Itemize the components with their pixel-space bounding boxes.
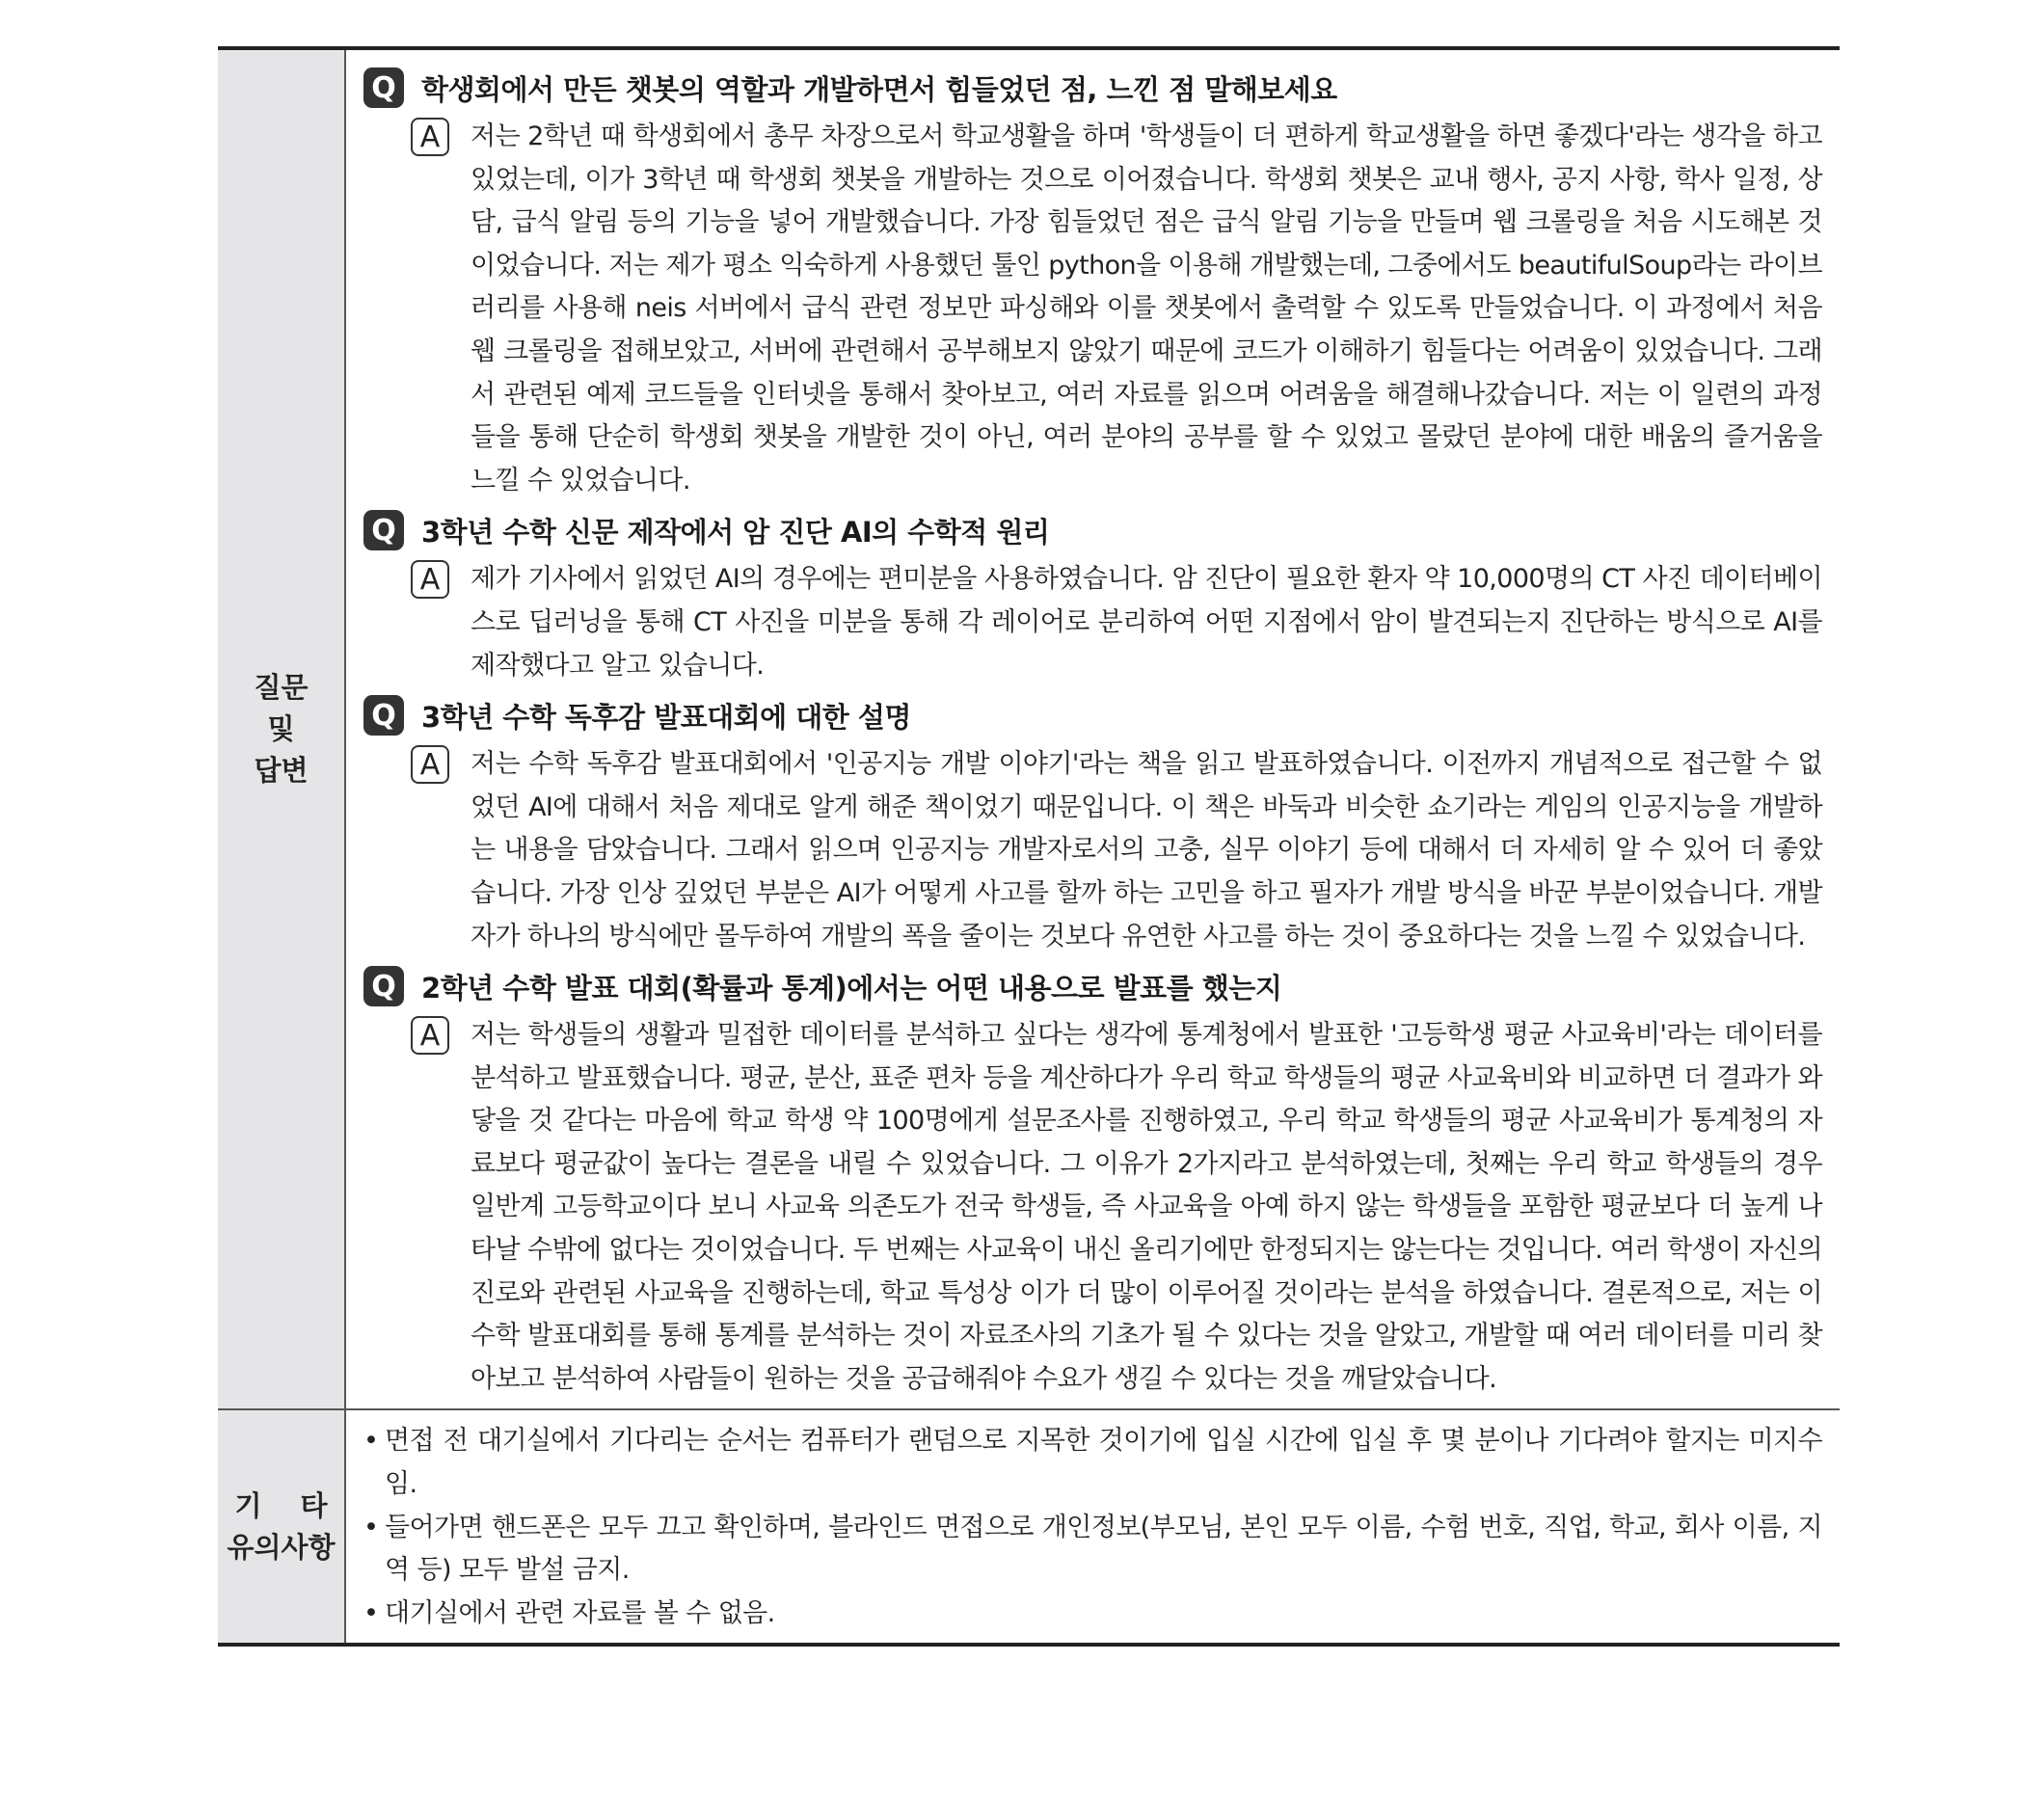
qa-label-line: 및: [267, 712, 295, 746]
qa-item: [363, 60, 1822, 502]
notes-label-line: 기타: [234, 1488, 366, 1522]
question-badge-icon: Q: [363, 966, 404, 1006]
qa-section-content: [346, 50, 1840, 1408]
notes-label-line: 유의사항: [227, 1530, 336, 1564]
notes-section-row: [218, 1408, 1840, 1643]
interview-record-table: [218, 46, 1840, 1647]
answer-badge-icon: A: [411, 560, 449, 599]
notes-list: [363, 1420, 1822, 1635]
qa-label-line: 질문: [254, 671, 309, 705]
qa-item: [363, 958, 1822, 1401]
qa-section-row: [218, 50, 1840, 1408]
qa-item: [363, 502, 1822, 687]
answer-badge-icon: A: [411, 1016, 449, 1055]
question-badge-icon: Q: [363, 67, 404, 108]
question-line: [363, 60, 1822, 116]
question-line: [363, 958, 1822, 1014]
answer-text: 저는 학생들의 생활과 밀접한 데이터를 분석하고 싶다는 생각에 통계청에서 발표한 '고등학생 평균 사교육비'라는 데이터를 분석하고 발표했습니다. 평균, 분산, 표준 편차 등을 계산하다가 우리 학교 학생들의 평균 사교육비와 비교하면 더 결과가 와닿을 것 같다는 마음에 학교 학생 약 100명에게 설문조사를 진행하였고, 우리 학교 학생들의 평균 사교육비가 통계청의 자료보다 평균값이 높다는 결론을 내릴 수 있었습니다. 그 이유가 2가지라고 분석하였는데, 첫째는 우리 학교 학생들의 경우 일반계 고등학교이다 보니 사교육 의존도가 전국 학생들, 즉 사교육을 아예 하지 않는 학생들을 포함한 평균보다 더 높게 나타날 수밖에 없다는 것이었습니다. 두 번째는 사교육이 내신 올리기에만 한정되지는 않는다는 것입니다. 여러 학생이 자신의 진로와 관련된 사교육을 진행하는데, 학교 특성상 이가 더 많이 이루어질 것이라는 분석을 하였습니다. 결론적으로, 저는 이 수학 발표대회를 통해 통계를 분석하는 것이 자료조사의 기초가 될 수 있다는 것을 알았고, 개발할 때 여러 데이터를 미리 찾아보고 분석하여 사람들이 원하는 것을 공급해줘야 수요가 생길 수 있다는 것을 깨달았습니다.: [471, 1020, 1822, 1394]
answer-text: 저는 수학 독후감 발표대회에서 '인공지능 개발 이야기'라는 책을 읽고 발표하였습니다. 이전까지 개념적으로 접근할 수 없었던 AI에 대해서 처음 제대로 알게 해준 책이었기 때문입니다. 이 책은 바둑과 비슷한 쇼기라는 게임의 인공지능을 개발하는 내용을 담았습니다. 그래서 읽으며 인공지능 개발자로서의 고충, 실무 이야기 등에 대해서 더 자세히 알 수 있어 더 좋았습니다. 가장 인상 깊었던 부분은 AI가 어떻게 사고를 할까 하는 고민을 하고 필자가 개발 방식을 바꾼 부분이었습니다. 개발자가 하나의 방식에만 몰두하여 개발의 폭을 줄이는 것보다 유연한 사고를 하는 것이 중요하다는 것을 느낄 수 있었습니다.: [471, 749, 1822, 951]
answer-line: [363, 743, 1822, 958]
note-item: • 대기실에서 관련 자료를 볼 수 없음.: [363, 1593, 1822, 1636]
question-badge-icon: Q: [363, 695, 404, 736]
question-text: 3학년 수학 독후감 발표대회에 대한 설명: [421, 700, 911, 734]
notes-section-content: [346, 1410, 1840, 1643]
notes-section-label: [218, 1410, 366, 1643]
answer-line: [363, 1014, 1822, 1401]
answer-line: [363, 116, 1822, 502]
qa-section-label: [218, 50, 346, 1408]
question-line: [363, 687, 1822, 743]
answer-badge-icon: A: [411, 118, 449, 156]
question-badge-icon: Q: [363, 510, 404, 550]
qa-item: [363, 687, 1822, 958]
note-item: • 면접 전 대기실에서 기다리는 순서는 컴퓨터가 랜덤으로 지목한 것이기에 입실 시간에 입실 후 몇 분이나 기다려야 할지는 미지수임.: [363, 1420, 1822, 1506]
question-text: 학생회에서 만든 챗봇의 역할과 개발하면서 힘들었던 점, 느낀 점 말해보세요: [421, 72, 1337, 106]
question-text: 2학년 수학 발표 대회(확률과 통계)에서는 어떤 내용으로 발표를 했는지: [421, 971, 1282, 1005]
answer-text: 제가 기사에서 읽었던 AI의 경우에는 편미분을 사용하였습니다. 암 진단이 필요한 환자 약 10,000명의 CT 사진 데이터베이스로 딥러닝을 통해 CT 사진을 미분을 통해 각 레이어로 분리하여 어떤 지점에서 암이 발견되는지 진단하는 방식으로 AI를 제작했다고 알고 있습니다.: [471, 564, 1822, 681]
question-line: [363, 502, 1822, 558]
answer-text: 저는 2학년 때 학생회에서 총무 차장으로서 학교생활을 하며 '학생들이 더 편하게 학교생활을 하면 좋겠다'라는 생각을 하고 있었는데, 이가 3학년 때 학생회 챗봇을 개발하는 것으로 이어졌습니다. 학생회 챗봇은 교내 행사, 공지 사항, 학사 일정, 상담, 급식 알림 등의 기능을 넣어 개발했습니다. 가장 힘들었던 점은 급식 알림 기능을 만들며 웹 크롤링을 처음 시도해본 것이었습니다. 저는 제가 평소 익숙하게 사용했던 툴인 python을 이용해 개발했는데, 그중에서도 beautifulSoup라는 라이브러리를 사용해 neis 서버에서 급식 관련 정보만 파싱해와 이를 챗봇에서 출력할 수 있도록 만들었습니다. 이 과정에서 처음 웹 크롤링을 접해보았고, 서버에 관련해서 공부해보지 않았기 때문에 코드가 이해하기 힘들다는 어려움이 있었습니다. 그래서 관련된 예제 코드들을 인터넷을 통해서 찾아보고, 여러 자료를 읽으며 어려움을 해결해나갔습니다. 저는 이 일련의 과정들을 통해 단순히 학생회 챗봇을 개발한 것이 아닌, 여러 분야의 공부를 할 수 있었고 몰랐던 분야에 대한 배움의 즐거움을 느낄 수 있었습니다.: [471, 121, 1822, 496]
answer-line: [363, 558, 1822, 687]
answer-badge-icon: A: [411, 745, 449, 784]
qa-label-line: 답변: [254, 754, 309, 788]
note-item: • 들어가면 핸드폰은 모두 끄고 확인하며, 블라인드 면접으로 개인정보(부모님, 본인 모두 이름, 수험 번호, 직업, 학교, 회사 이름, 지역 등) 모두 발설 금지.: [363, 1507, 1822, 1593]
question-text: 3학년 수학 신문 제작에서 암 진단 AI의 수학적 원리: [421, 515, 1050, 549]
